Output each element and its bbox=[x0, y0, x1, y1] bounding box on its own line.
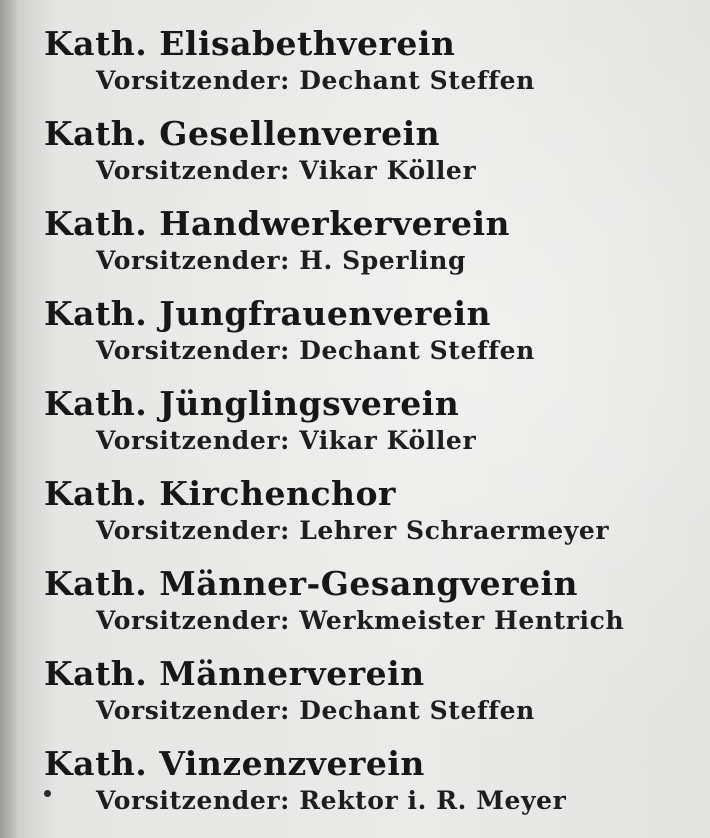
club-entry-maennerverein bbox=[0, 652, 710, 742]
club-entry-vinzenzverein bbox=[0, 742, 710, 832]
ink-speck bbox=[44, 790, 51, 797]
club-entry-maenner-gesangverein bbox=[0, 562, 710, 652]
club-name: Kath. Männerverein bbox=[44, 654, 425, 693]
club-entry-handwerkerverein bbox=[0, 202, 710, 292]
club-name: Kath. Männer-Gesangverein bbox=[44, 564, 579, 603]
club-chairman: Vorsitzender: Dechant Steffen bbox=[96, 696, 535, 725]
club-entry-gesellenverein bbox=[0, 112, 710, 202]
club-entry-jungfrauenverein bbox=[0, 292, 710, 382]
club-entry-kirchenchor bbox=[0, 472, 710, 562]
club-name: Kath. Kirchenchor bbox=[44, 474, 396, 513]
club-name: Kath. Jungfrauenverein bbox=[44, 294, 491, 333]
club-chairman: Vorsitzender: Rektor i. R. Meyer bbox=[96, 786, 567, 815]
club-name: Kath. Jünglingsverein bbox=[44, 384, 460, 423]
club-chairman: Vorsitzender: Dechant Steffen bbox=[96, 66, 535, 95]
club-chairman: Vorsitzender: Vikar Köller bbox=[96, 426, 477, 455]
club-chairman: Vorsitzender: Dechant Steffen bbox=[96, 336, 535, 365]
club-chairman: Vorsitzender: Werkmeister Hentrich bbox=[96, 606, 625, 635]
club-name: Kath. Handwerkerverein bbox=[44, 204, 511, 243]
club-chairman: Vorsitzender: Lehrer Schraermeyer bbox=[96, 516, 610, 545]
club-name: Kath. Vinzenzverein bbox=[44, 744, 425, 783]
club-name: Kath. Gesellenverein bbox=[44, 114, 441, 153]
club-entry-elisabethverein bbox=[0, 22, 710, 112]
club-entry-juenglingsverein bbox=[0, 382, 710, 472]
club-chairman: Vorsitzender: Vikar Köller bbox=[96, 156, 477, 185]
club-name: Kath. Elisabethverein bbox=[44, 24, 456, 63]
club-chairman: Vorsitzender: H. Sperling bbox=[96, 246, 467, 275]
